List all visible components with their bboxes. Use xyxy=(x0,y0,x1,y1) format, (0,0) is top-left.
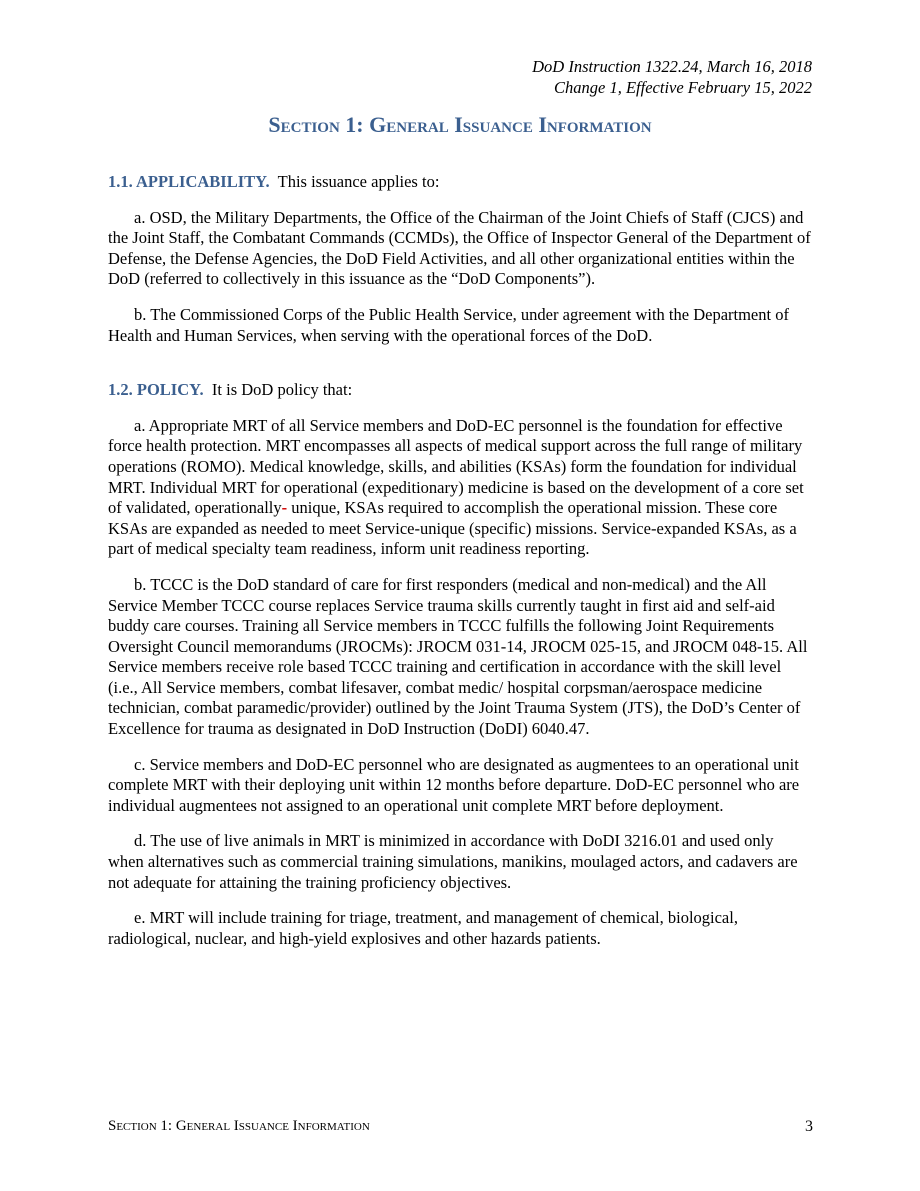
section-heading-applicability: 1.1. APPLICABILITY. xyxy=(108,172,270,191)
page-number: 3 xyxy=(805,1118,813,1135)
section-intro-policy: It is DoD policy that: xyxy=(211,380,353,400)
header-instruction-line: DoD Instruction 1322.24, March 16, 2018 xyxy=(532,57,812,76)
section-intro-applicability: This issuance applies to: xyxy=(277,172,440,191)
section-applicability xyxy=(108,172,813,346)
policy-paragraph-a-dash: - xyxy=(281,498,288,518)
policy-paragraph-a xyxy=(108,416,813,560)
section-policy xyxy=(108,380,813,949)
footer-section-label: Section 1: General Issuance Information xyxy=(108,1118,370,1134)
header-change-line: Change 1, Effective February 15, 2022 xyxy=(554,78,812,97)
page-footer xyxy=(108,1118,813,1136)
policy-paragraph-a-text-1: a. Appropriate MRT of all Service members and DoD-EC personnel is the foundation for effective force health protection. MRT encompasses all aspects of medical support across the full range of military operations (ROMO). Medical knowledge, skills, and abilities (KSAs) form the foundation for individual MRT. Individual MRT for operational (expeditionary) medicine is based on the development of a core set of validated, operationally xyxy=(108,415,804,518)
document-header xyxy=(532,56,812,98)
policy-paragraph-e: e. MRT will include training for triage, treatment, and management of chemical, biological, radiological, nuclear, and high-yield explosives and other hazards patients. xyxy=(108,908,738,948)
applicability-paragraph-b: b. The Commissioned Corps of the Public Health Service, under agreement with the Department of Health and Human Services, when serving with the operational forces of the DoD. xyxy=(108,304,789,345)
section-title: Section 1: General Issuance Information xyxy=(268,112,652,137)
policy-paragraph-b: b. TCCC is the DoD standard of care for first responders (medical and non-medical) and the All Service Member TCCC course replaces Service trauma skills currently taught in first aid and self-aid buddy care courses. Training all Service members in TCCC fulfills the following Joint Requirements Oversight Council memorandums (JROCMs): JROCM 031-14, JROCM 025-15, and JROCM 048-15. All Service members receive role based TCCC training and certification in accordance with the skill level (i.e., All Service members, combat lifesaver, combat medic/ hospital corpsman/aerospace medicine technician, combat paramedic/provider) outlined by the Joint Trauma System (JTS), the DoD’s Center of Excellence for trauma as designated in DoD Instruction (DoDI) 6040.47. xyxy=(108,574,808,739)
policy-paragraph-d: d. The use of live animals in MRT is minimized in accordance with DoDI 3216.01 and used only when alternatives such as commercial training simulations, manikins, moulaged actors, and cadavers are not adequate for attaining the training proficiency objectives. xyxy=(108,831,798,892)
document-body xyxy=(108,172,813,949)
section-heading-policy: 1.2. POLICY. xyxy=(108,380,204,400)
policy-paragraph-a-text-2: unique, KSAs required to accomplish the operational mission. These core KSAs are expanded as needed to meet Service-unique (specific) missions. Service-expanded KSAs, as a part of medical specialty team readiness, inform unit readiness reporting. xyxy=(108,498,797,559)
applicability-paragraph-a: a. OSD, the Military Departments, the Office of the Chairman of the Joint Chiefs of Staff (CJCS) and the Joint Staff, the Combatant Commands (CCMDs), the Office of Inspector General of the Department of Defense, the Defense Agencies, the DoD Field Activities, and all other organizational entities within the DoD (referred to collectively in this issuance as the “DoD Components”). xyxy=(108,207,811,289)
policy-paragraph-c: c. Service members and DoD-EC personnel who are designated as augmentees to an operational unit complete MRT with their deploying unit within 12 months before departure. DoD-EC personnel who are individual augmentees not assigned to an operational unit complete MRT before deployment. xyxy=(108,754,800,815)
